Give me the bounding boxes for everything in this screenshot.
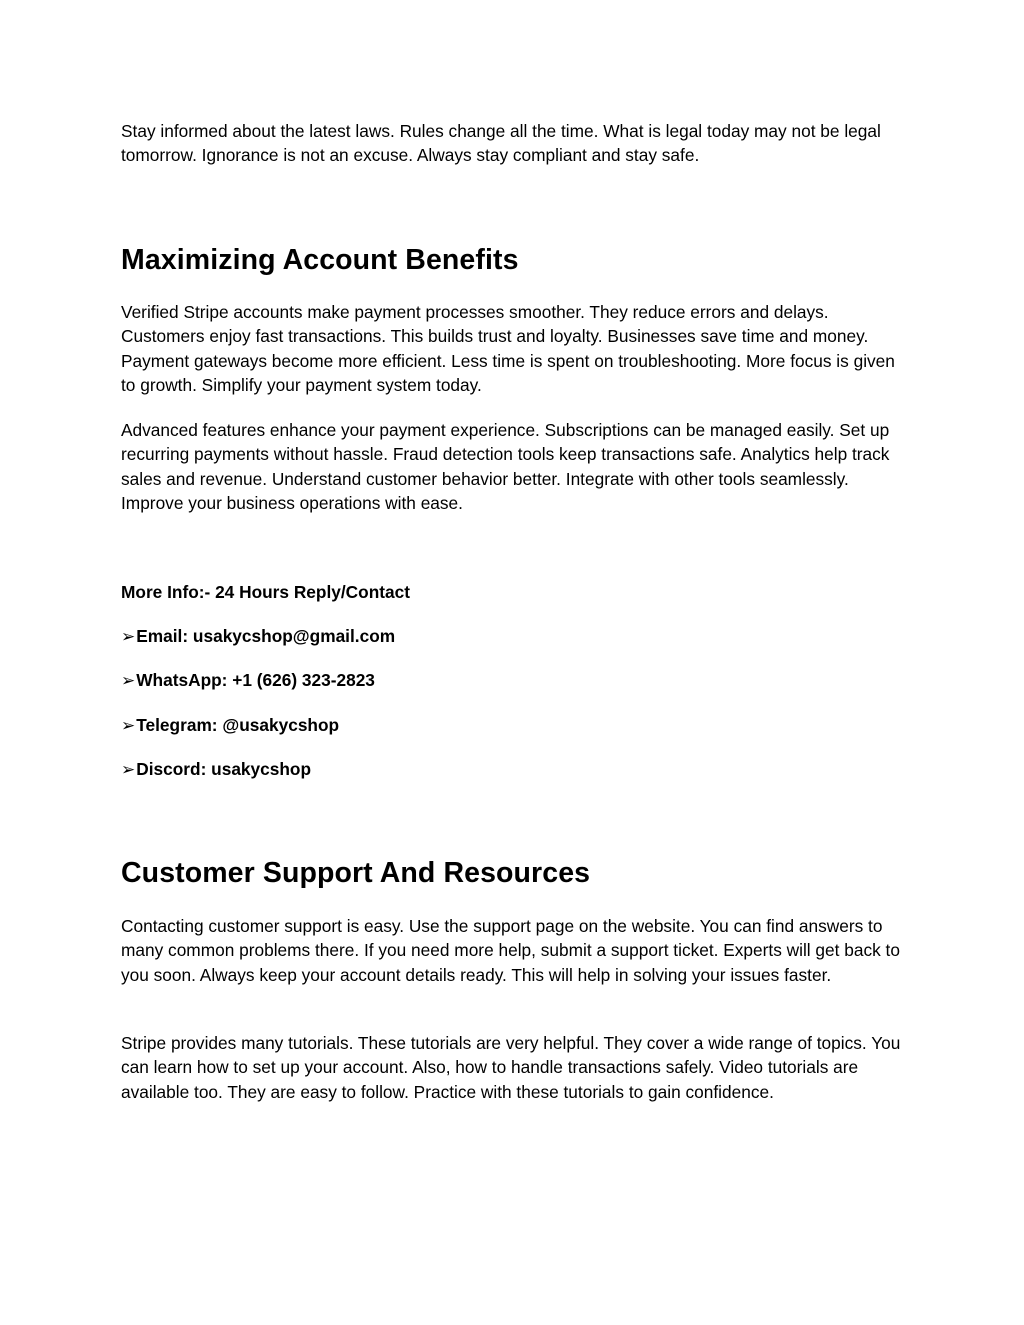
contact-item-discord [121, 758, 911, 781]
benefits-heading: Maximizing Account Benefits [121, 244, 519, 276]
benefits-paragraph-1: Verified Stripe accounts make payment processes smoother. They reduce errors and delays. Customers enjoy fast transactions. This builds trust and loyalty. Businesses save time and money. Payment gateways become more efficient. Less time is spent on troubleshooting. More focus is given to growth. Simplify your payment system today. [121, 302, 895, 395]
support-paragraph-2: Stripe provides many tutorials. These tutorials are very helpful. They cover a wide range of topics. You can learn how to set up your account. Also, how to handle transactions safely. Video tutorials are available too. They are easy to follow. Practice with these tutorials to gain confidence. [121, 1033, 901, 1102]
arrow-right-icon: ➢ [121, 671, 136, 691]
contact-telegram-text: Telegram: @usakycshop [136, 715, 340, 735]
support-heading: Customer Support And Resources [121, 857, 591, 889]
arrow-right-icon: ➢ [121, 760, 136, 780]
contact-title: More Info:- 24 Hours Reply/Contact [121, 582, 411, 602]
contact-whatsapp-text: WhatsApp: +1 (626) 323-2823 [136, 670, 375, 690]
benefits-paragraph-2: Advanced features enhance your payment experience. Subscriptions can be managed easily. Set up recurring payments without hassle. Fraud detection tools keep transactions safe. Analytics help track sales and revenue. Understand customer behavior better. Integrate with other tools seamlessly. Improve your business operations with ease. [121, 420, 890, 513]
contact-item-whatsapp [121, 669, 911, 692]
arrow-right-icon: ➢ [121, 627, 136, 647]
support-paragraph-1: Contacting customer support is easy. Use the support page on the website. You can find answers to many common problems there. If you need more help, submit a support ticket. Experts will get back to you soon. Always keep your account details ready. This will help in solving your issues faster. [121, 916, 900, 985]
contact-item-email [121, 625, 911, 648]
arrow-right-icon: ➢ [121, 716, 136, 736]
contact-item-telegram [121, 714, 911, 737]
intro-paragraph: Stay informed about the latest laws. Rules change all the time. What is legal today may not be legal tomorrow. Ignorance is not an excuse. Always stay compliant and stay safe. [121, 121, 881, 166]
contact-email-text: Email: usakycshop@gmail.com [136, 626, 396, 646]
contact-discord-text: Discord: usakycshop [136, 759, 312, 779]
